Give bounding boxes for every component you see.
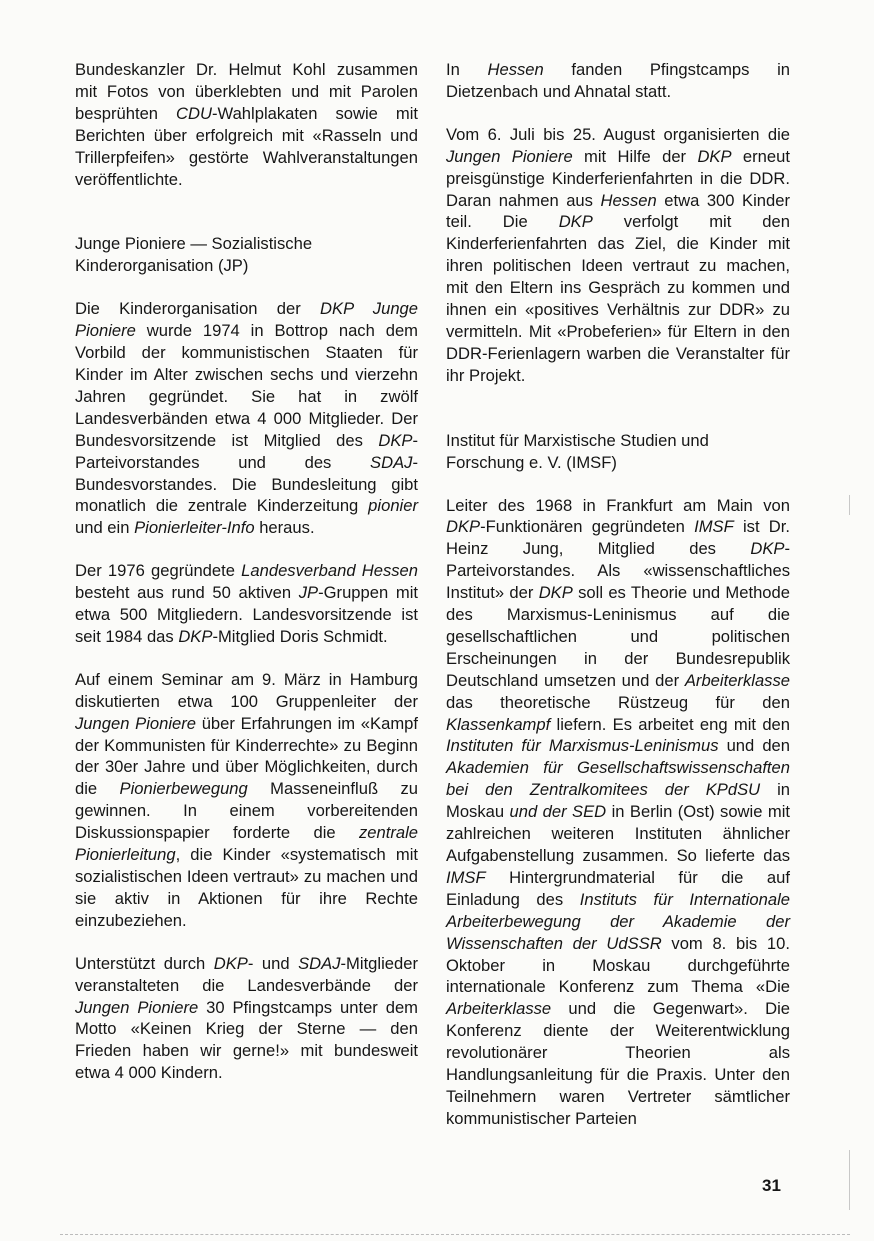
- italic-run: pionier: [368, 496, 418, 516]
- text-run: und den: [718, 736, 790, 756]
- text-run: Vom 6. Juli bis 25. August organisierten die: [446, 124, 790, 144]
- left-paragraph-1: [75, 59, 418, 190]
- text-run: Hintergrundmaterial für die auf Einladung des: [446, 867, 790, 909]
- text-run: mit Hilfe der: [572, 146, 698, 166]
- text-run: In: [446, 60, 488, 79]
- italic-run: und der SED: [509, 802, 607, 822]
- italic-run: Arbeiterklasse: [684, 670, 790, 690]
- italic-run: Hessen: [600, 190, 657, 210]
- italic-run: DKP: [697, 146, 732, 166]
- scan-bottom-rule: [60, 1234, 850, 1235]
- italic-run: IMSF: [694, 517, 734, 537]
- left-paragraph-3: [75, 560, 418, 648]
- italic-run: CDU: [176, 103, 212, 123]
- text-run: verfolgt mit den Kinderferienfahrten das Ziel, die Kinder mit ihren politischen Ideen vertraut zu machen, mit den Eltern ins Gespräch zu kommen und ihnen ein «positives Verhältnis zur DDR» zu vermitteln. Mit «Probeferien» für Eltern in den DDR-Ferienlagern warben die Veranstalter für ihr Projekt.: [446, 212, 790, 385]
- text-run: und die Gegenwart». Die Konferenz diente der Weiterentwicklung revolutionärer Theorien als Handlungsanleitung für die Praxis. Unter den Teilnehmern waren Vertreter sämtlicher kommunistischer Parteien: [446, 999, 790, 1128]
- italic-run: DKP: [446, 517, 481, 537]
- text-run: -Mitglied Doris Schmidt.: [212, 626, 388, 646]
- text-run: Masseneinfluß zu gewinnen. In einem vorbereitenden Diskussionspapier forderte die: [75, 779, 418, 843]
- italic-run: Pionierleiter-Info: [134, 518, 255, 538]
- text-run: Der 1976 gegründete: [75, 561, 242, 581]
- left-column: [75, 59, 418, 1084]
- text-run: -Parteivorstandes. Als «wissenschaftliches Institut» der: [446, 539, 790, 603]
- text-run: liefern. Es arbeitet eng mit den: [550, 714, 790, 734]
- italic-run: Jungen Pioniere: [446, 146, 573, 166]
- italic-run: Hessen: [487, 60, 544, 79]
- text-run: -Wahlplakaten sowie mit Berichten über erfolgreich mit «Rasseln und Trillerpfeifen» gestörte Wahlveranstaltungen veröffentlichte.: [75, 103, 418, 189]
- text-run: fanden Pfingstcamps in Dietzenbach und Ahnatal statt.: [446, 60, 790, 101]
- text-run: Unterstützt durch: [75, 953, 214, 973]
- italic-run: Landesverband Hessen: [241, 561, 419, 581]
- text-run: 30 Pfingstcamps unter dem Motto «Keinen Krieg der Sterne — den Frieden haben wir gerne!» mit bundesweit etwa 4 000 Kindern.: [75, 997, 419, 1083]
- italic-run: zentrale Pionierleitung: [75, 823, 418, 865]
- text-run: und ein: [75, 518, 135, 538]
- italic-run: Instituts für Internationale Arbeiterbewegung der Akademie der Wissenschaften der UdSSR: [446, 889, 790, 953]
- italic-run: Instituten für Marxismus-Leninismus: [446, 736, 719, 756]
- text-run: das theoretische Rüstzeug für den: [446, 692, 790, 712]
- italic-run: DKP: [378, 430, 413, 450]
- text-run: vom 8. bis 10. Oktober in Moskau durchgeführte internationale Konferenz zum Thema «Die: [446, 933, 790, 997]
- scan-edge-mark: [849, 495, 850, 515]
- section-heading-junge-pioniere: Junge Pioniere — Sozialistische Kinderorganisation (JP): [75, 234, 313, 276]
- left-paragraph-5: [75, 953, 418, 1084]
- left-paragraph-2: [75, 298, 418, 539]
- text-run: soll es Theorie und Methode des Marxismus-Leninismus auf die gesellschaftlichen und politischen Erscheinungen in der Bundesrepublik Deutschland umsetzen und der: [446, 583, 790, 690]
- text-run: erneut preisgünstige Kinderferienfahrten in die DDR. Daran nahmen aus: [446, 146, 790, 210]
- text-run: in Moskau: [446, 780, 791, 822]
- text-run: wurde 1974 in Bottrop nach dem Vorbild der kommunistischen Staaten für Kinder im Alter zwischen sechs und vierzehn Jahren gegründet. Sie hat in zwölf Landesverbänden etwa 4 000 Mitglieder. Der Bundesvorsitzende ist Mitglied des: [75, 321, 418, 450]
- scan-edge-mark: [849, 1150, 850, 1210]
- italic-run: DKP: [750, 539, 785, 559]
- page-number: 31: [762, 1176, 781, 1195]
- section-heading-imsf: Institut für Marxistische Studien und Forschung e. V. (IMSF): [446, 430, 709, 472]
- text-run: -Gruppen mit etwa 500 Mitgliedern. Landesvorsitzende ist seit 1984 das: [75, 583, 418, 646]
- text-run: - und: [247, 953, 299, 973]
- italic-run: DKP: [558, 212, 593, 232]
- text-run: Auf einem Seminar am 9. März in Hamburg diskutierten etwa 100 Gruppenleiter der: [75, 669, 418, 711]
- italic-run: SDAJ: [370, 452, 413, 472]
- italic-run: DKP: [178, 626, 213, 646]
- text-run: , die Kinder «systematisch mit sozialistischen Ideen vertraut» zu machen und sie aktiv in Aktionen für ihre Rechte einzubeziehen.: [75, 845, 418, 930]
- italic-run: DKP: [538, 583, 573, 603]
- italic-run: Jungen Pioniere: [75, 997, 199, 1017]
- right-paragraph-2: [446, 124, 790, 387]
- text-run: -Funktionären gegründeten: [480, 517, 695, 537]
- text-run: besteht aus rund 50 aktiven: [75, 583, 299, 603]
- text-run: Leiter des 1968 in Frankfurt am Main von: [446, 495, 790, 515]
- italic-run: Jungen Pioniere: [75, 713, 197, 733]
- italic-run: Klassenkampf: [446, 714, 551, 734]
- right-column: [446, 59, 790, 1130]
- text-run: ist Dr. Heinz Jung, Mitglied des: [446, 517, 790, 559]
- right-paragraph-3: [446, 495, 790, 1130]
- text-run: heraus.: [254, 518, 315, 538]
- text-run: -Mitglieder veranstalteten die Landesverbände der: [75, 953, 418, 995]
- text-run: Bundeskanzler Dr. Helmut Kohl zusammen mit Fotos von überklebten und mit Parolen besprühten: [75, 60, 418, 123]
- left-paragraph-4: [75, 669, 418, 932]
- text-run: etwa 300 Kinder teil. Die: [446, 190, 790, 232]
- italic-run: DKP: [213, 953, 248, 973]
- italic-run: Pionierbewegung: [119, 779, 248, 799]
- right-paragraph-1: [446, 59, 790, 103]
- italic-run: DKP Junge Pioniere: [75, 299, 419, 341]
- italic-run: Arbeiterklasse: [446, 999, 552, 1019]
- italic-run: SDAJ: [298, 953, 341, 973]
- text-run: Die Kinderorganisation der: [75, 299, 321, 319]
- text-run: -Parteivorstandes und des: [75, 430, 418, 472]
- text-run: -Bundesvorstandes. Die Bundesleitung gibt monatlich die zentrale Kinderzeitung: [75, 452, 418, 516]
- italic-run: IMSF: [446, 867, 486, 887]
- italic-run: Akademien für Gesellschaftswissenschaften bei den Zentralkomitees der KPdSU: [446, 758, 790, 800]
- text-run: über Erfahrungen im «Kampf der Kommunisten für Kinderrechte» zu Beginn der 30er Jahre und über Möglichkeiten, durch die: [75, 713, 418, 799]
- italic-run: JP: [298, 583, 319, 603]
- text-run: in Berlin (Ost) sowie mit zahlreichen weiteren Instituten ähnlicher Aufgabenstellung zusammen. So lieferte das: [446, 802, 790, 865]
